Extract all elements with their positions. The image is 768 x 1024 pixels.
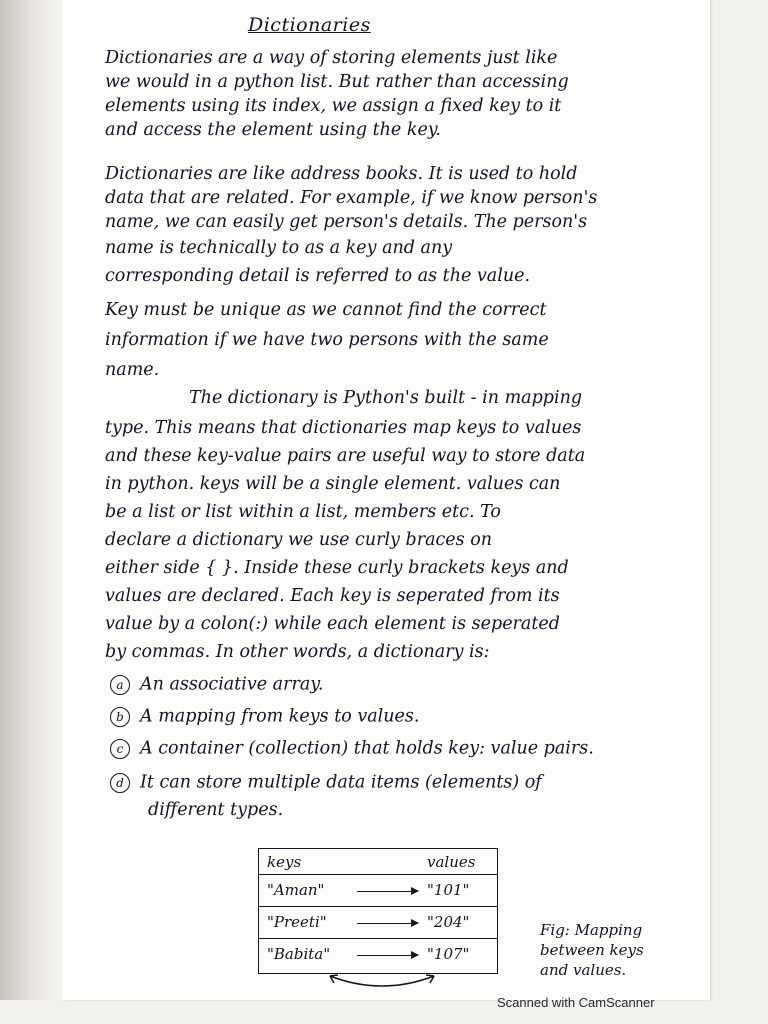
list-item-continuation: different types. [148,800,284,820]
body-line: corresponding detail is referred to as the value. [105,266,531,286]
body-line: The dictionary is Python's built - in mapping [189,388,583,408]
double-arrow-icon [322,970,442,996]
body-line: in python. keys will be a single element. values can [105,474,561,494]
notebook-binding [0,0,62,1000]
list-item [110,772,542,793]
body-line: name. [105,360,160,380]
table-row [259,877,497,907]
row-value: "107" [427,945,470,963]
body-line: and these key-value pairs are useful way to store data [105,446,586,466]
list-marker: c [110,739,130,759]
caption-line: between keys [540,941,644,959]
list-item [110,706,419,727]
header-values: values [427,853,476,871]
body-line: we would in a python list. But rather than accessing [105,72,569,92]
figure-caption [540,920,670,980]
body-line: name is technically to as a key and any [105,238,453,258]
body-line: by commas. In other words, a dictionary is: [105,642,490,662]
body-line: type. This means that dictionaries map keys to values [105,418,582,438]
row-key: "Babita" [267,945,331,963]
list-item [110,738,594,759]
body-line: information if we have two persons with the same [105,330,549,350]
body-line: data that are related. For example, if we know person's [105,188,598,208]
list-item-text: A mapping from keys to values. [140,706,420,727]
body-line: Dictionaries are a way of storing elements just like [105,48,558,68]
row-value: "101" [427,881,470,899]
list-item-text: It can store multiple data items (elements) of [140,772,542,793]
row-value: "204" [427,913,470,931]
key-value-table [258,848,498,974]
list-item-text: A container (collection) that holds key: value pairs. [140,738,594,759]
arrow-icon [357,955,417,956]
list-item-text: An associative array. [140,674,324,695]
body-line: values are declared. Each key is seperated from its [105,586,560,606]
list-item [110,674,323,695]
row-key: "Aman" [267,881,325,899]
list-marker: a [110,675,130,695]
table-row [259,941,497,971]
table-row [259,909,497,939]
row-key: "Preeti" [267,913,327,931]
header-keys: keys [267,853,302,871]
page-title: Dictionaries [248,14,371,36]
body-line: Dictionaries are like address books. It is used to hold [105,164,578,184]
arrow-icon [357,891,417,892]
table-header-row [259,849,497,875]
body-line: be a list or list within a list, members etc. To [105,502,501,522]
body-line: elements using its index, we assign a fixed key to it [105,96,562,116]
body-line: and access the element using the key. [105,120,441,140]
body-line: declare a dictionary we use curly braces on [105,530,493,550]
body-line: Key must be unique as we cannot find the correct [105,300,547,320]
arrow-icon [357,923,417,924]
body-line: either side { }. Inside these curly brackets keys and [105,558,569,578]
list-marker: b [110,707,130,727]
caption-line: and values. [540,961,627,979]
scanner-watermark: Scanned with CamScanner [497,995,655,1010]
list-marker: d [110,773,130,793]
caption-line: Fig: Mapping [540,921,643,939]
body-line: value by a colon(:) while each element is seperated [105,614,560,634]
body-line: name, we can easily get person's details. The person's [105,212,588,232]
